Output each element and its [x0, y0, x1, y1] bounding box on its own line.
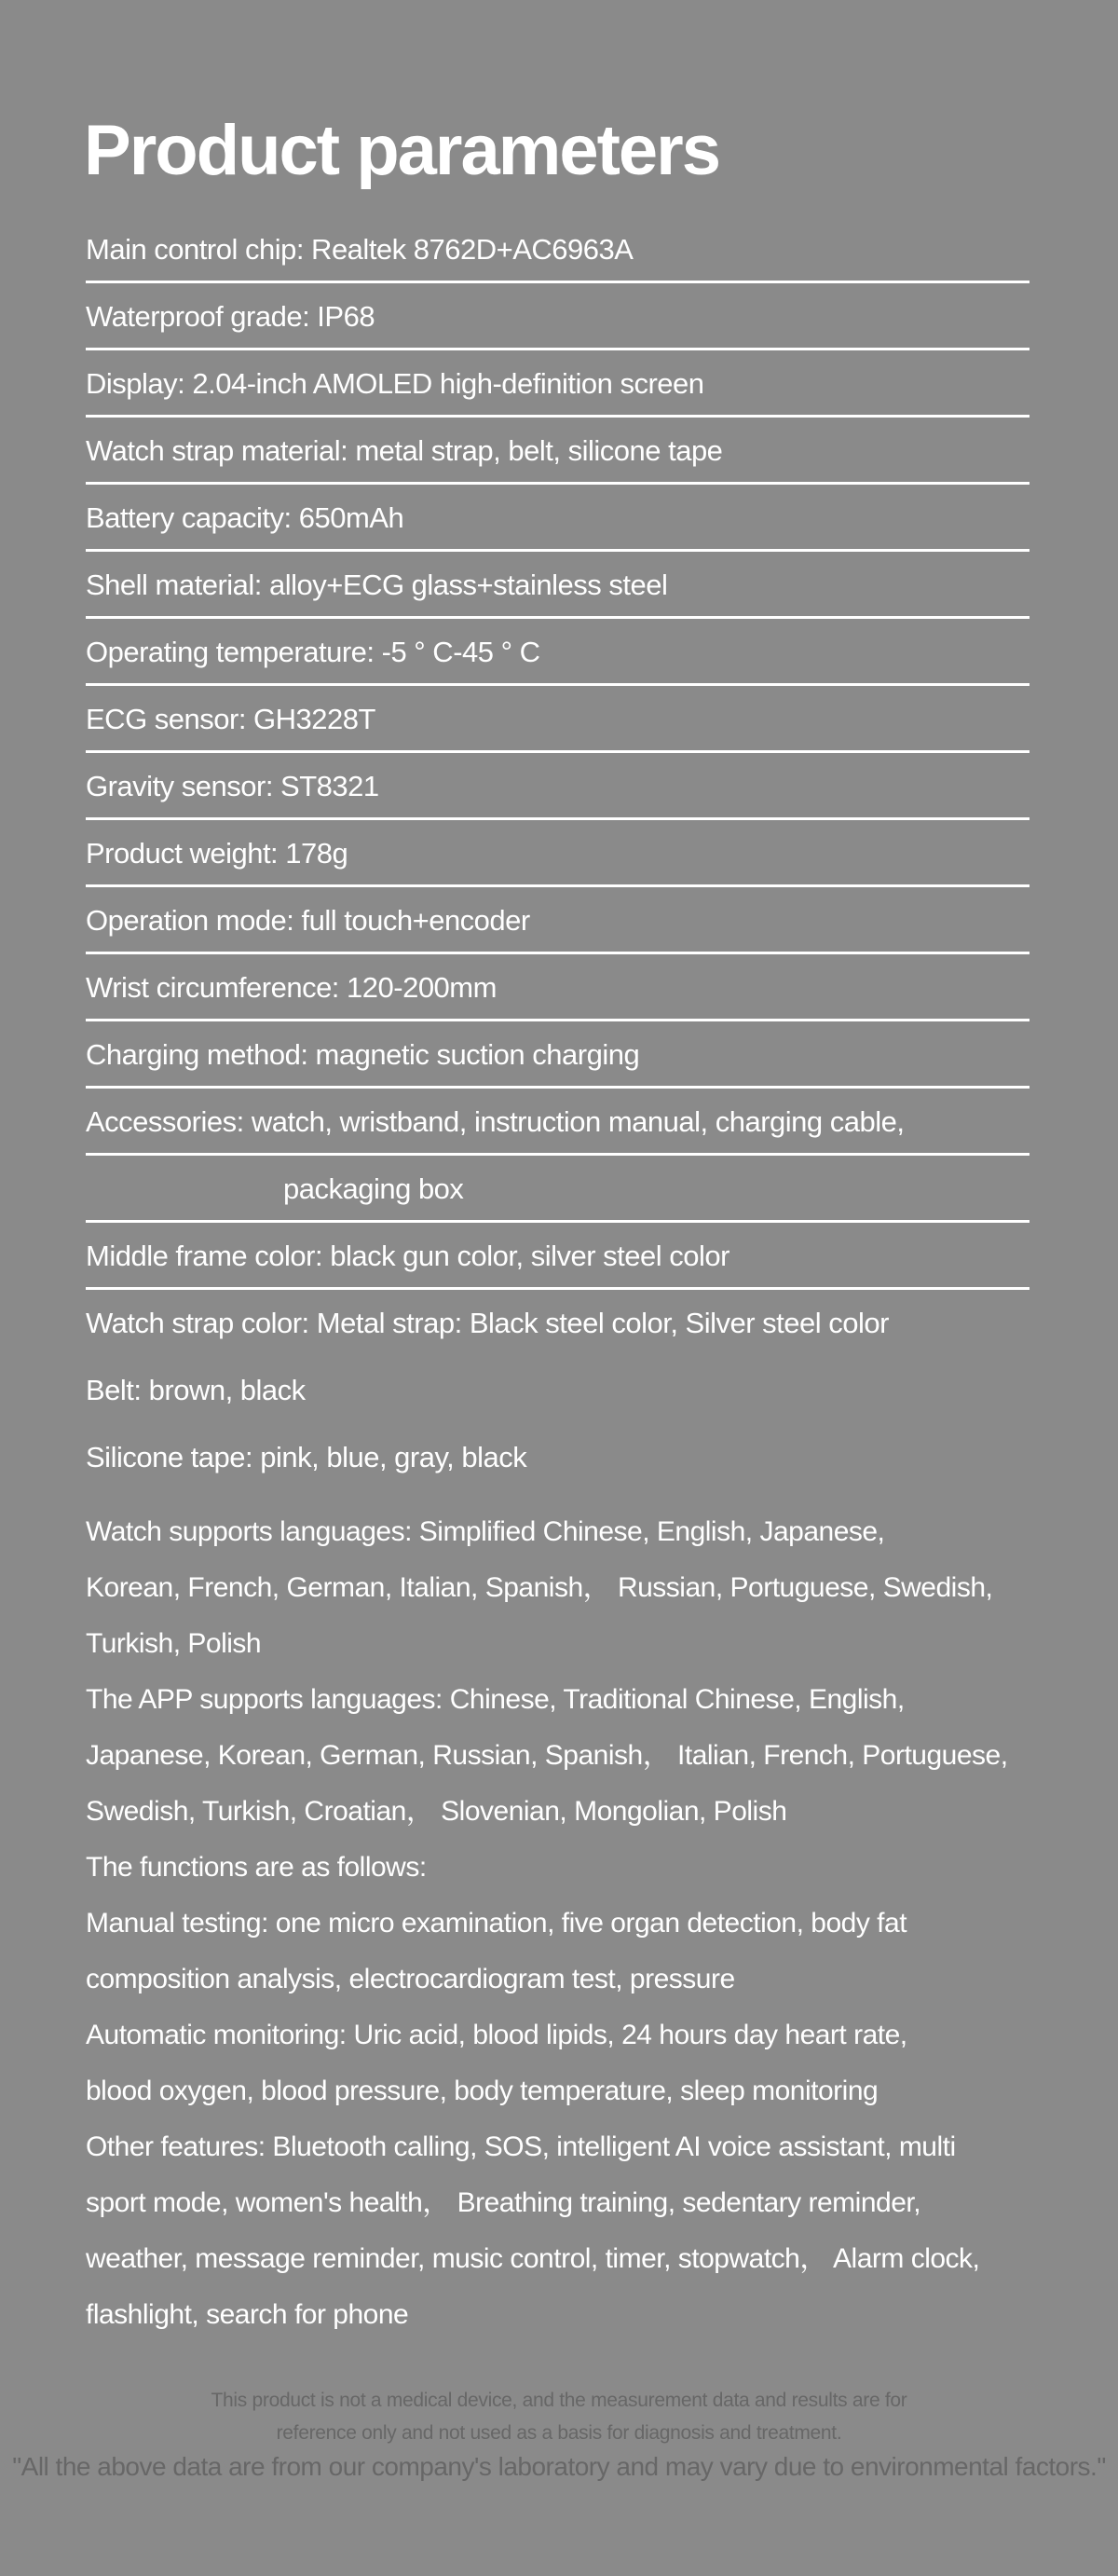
spec-row — [86, 565, 1029, 619]
spec-row — [86, 1035, 1029, 1089]
spec-row-text: Wrist circumference: 120-200mm — [86, 971, 497, 1004]
feature-paragraphs — [86, 1504, 1111, 2343]
spec-row-text: Charging method: magnetic suction charging — [86, 1038, 640, 1071]
feature-line: sport mode, women's health， Breathing training, sedentary reminder, — [86, 2187, 921, 2218]
spec-row — [86, 967, 1029, 1021]
feature-line: Swedish, Turkish, Croatian， Slovenian, Mongolian, Polish — [86, 1796, 787, 1827]
feature-paragraph — [86, 2007, 1111, 2119]
spec-list — [86, 229, 1029, 1491]
spec-row — [86, 431, 1029, 485]
spec-row-text: Battery capacity: 650mAh — [86, 501, 404, 534]
feature-line: composition analysis, electrocardiogram test, pressure — [86, 1964, 735, 1994]
feature-line: flashlight, search for phone — [86, 2299, 409, 2330]
spec-row-text: Shell material: alloy+ECG glass+stainless steel — [86, 569, 668, 601]
spec-row-text: Main control chip: Realtek 8762D+AC6963A — [86, 233, 634, 266]
feature-line: Japanese, Korean, German, Russian, Spanish， Italian, French, Portuguese, — [86, 1740, 1008, 1771]
spec-row — [86, 632, 1029, 686]
feature-paragraph — [86, 1504, 1111, 1672]
disclaimer — [0, 2384, 1118, 2484]
feature-line: weather, message reminder, music control, timer, stopwatch， Alarm clock, — [86, 2243, 980, 2274]
feature-line: blood oxygen, blood pressure, body temperature, sleep monitoring — [86, 2076, 879, 2106]
spec-row-text: Middle frame color: black gun color, silver steel color — [86, 1240, 729, 1272]
spec-row-text: Belt: brown, black — [86, 1374, 306, 1406]
spec-row — [86, 1437, 1029, 1491]
spec-row — [86, 229, 1029, 283]
spec-row — [86, 1370, 1029, 1424]
spec-row — [86, 766, 1029, 820]
feature-line: Manual testing: one micro examination, five organ detection, body fat — [86, 1908, 907, 1939]
spec-row-text: Watch strap color: Metal strap: Black steel color, Silver steel color — [86, 1307, 889, 1339]
page-title: Product parameters — [84, 111, 720, 190]
disclaimer-line-1: This product is not a medical device, and the measurement data and results are for — [211, 2390, 907, 2411]
feature-paragraph — [86, 1840, 1111, 1896]
disclaimer-line-3: "All the above data are from our company's laboratory and may vary due to environmental factors." — [12, 2452, 1106, 2481]
spec-row-text: Display: 2.04-inch AMOLED high-definition screen — [86, 367, 704, 400]
spec-row — [86, 900, 1029, 954]
spec-row — [86, 699, 1029, 753]
spec-row-text: Waterproof grade: IP68 — [86, 300, 375, 333]
spec-row — [86, 1303, 1029, 1357]
feature-line: Other features: Bluetooth calling, SOS, intelligent AI voice assistant, multi — [86, 2131, 956, 2162]
feature-line: Korean, French, German, Italian, Spanish， Russian, Portuguese, Swedish, — [86, 1572, 993, 1603]
feature-line: Turkish, Polish — [86, 1628, 262, 1659]
disclaimer-line-2: reference only and not used as a basis for diagnosis and treatment. — [276, 2422, 842, 2444]
spec-row-text: Product weight: 178g — [86, 837, 348, 870]
spec-row — [86, 498, 1029, 552]
spec-row — [86, 1236, 1029, 1290]
spec-row-text: Silicone tape: pink, blue, gray, black — [86, 1441, 527, 1473]
spec-row — [86, 833, 1029, 887]
feature-line: Automatic monitoring: Uric acid, blood lipids, 24 hours day heart rate, — [86, 2020, 907, 2050]
spec-row-text: Accessories: watch, wristband, instruction manual, charging cable, — [86, 1105, 905, 1138]
feature-paragraph — [86, 1672, 1111, 1840]
feature-paragraph — [86, 1896, 1111, 2007]
spec-row — [86, 1169, 1029, 1223]
feature-line: Watch supports languages: Simplified Chinese, English, Japanese, — [86, 1516, 885, 1547]
spec-row-text: packaging box — [283, 1172, 464, 1205]
spec-row-text: Operation mode: full touch+encoder — [86, 904, 530, 937]
spec-row — [86, 296, 1029, 350]
spec-row-text: Watch strap material: metal strap, belt, silicone tape — [86, 434, 723, 467]
spec-row-text: ECG sensor: GH3228T — [86, 703, 375, 735]
spec-row — [86, 1102, 1029, 1156]
spec-row-text: Gravity sensor: ST8321 — [86, 770, 379, 802]
spec-row — [86, 363, 1029, 418]
feature-line: The functions are as follows: — [86, 1852, 427, 1883]
spec-row-text: Operating temperature: -5 ° C-45 ° C — [86, 636, 540, 668]
feature-paragraph — [86, 2119, 1111, 2343]
feature-line: The APP supports languages: Chinese, Traditional Chinese, English, — [86, 1684, 905, 1715]
